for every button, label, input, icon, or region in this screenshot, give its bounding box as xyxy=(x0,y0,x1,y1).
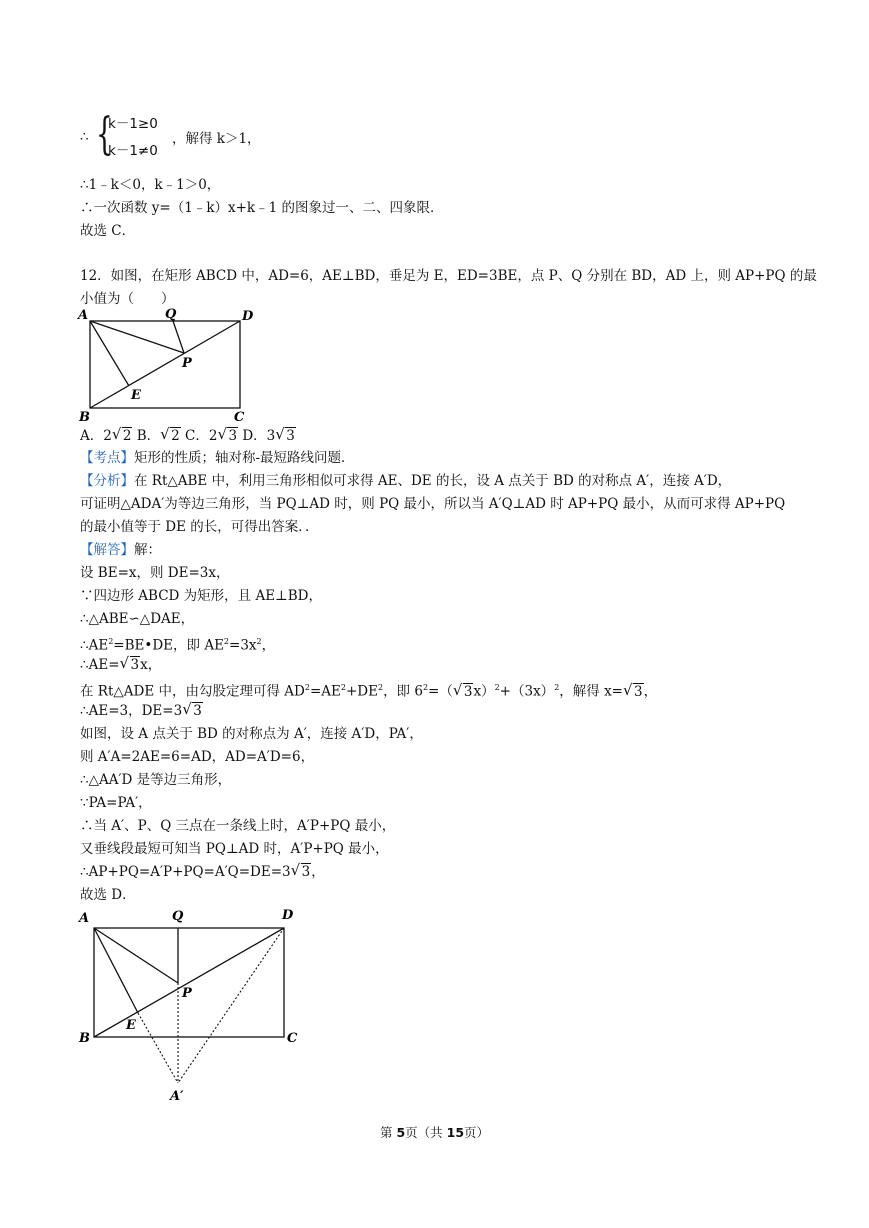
label-a: A xyxy=(79,911,90,926)
label-d: D xyxy=(242,309,254,324)
text-line: 的最小值等于 DE 的长，可得出答案．． xyxy=(80,519,319,535)
option-b: B．√ 2 xyxy=(137,428,181,444)
sqrt-symbol: √ 2 xyxy=(161,427,181,445)
text-line: ∴1﹣k＜0，k﹣1＞0， xyxy=(80,177,221,193)
text-line: 在 Rt△ADE 中，由勾股定理可得 $AD^2=AE^2+DE^2$，即 $6^2=(√$ $3x)^2+(3x)^2$，解得 x=√ 3， xyxy=(80,679,657,701)
option-a: A．2√ 2 xyxy=(80,428,132,444)
text-line: ∵PA=PA′， xyxy=(80,795,152,811)
text-line: 故选 D． xyxy=(80,887,136,903)
figure-1 xyxy=(76,308,256,426)
sqrt-symbol: √ 3 xyxy=(218,427,238,445)
option-c: C．2√ 3 xyxy=(185,428,238,444)
label-q: Q xyxy=(172,909,184,924)
label-p: P xyxy=(182,356,192,371)
problem-stem: 小值为（ ） xyxy=(80,291,175,307)
label-c: C xyxy=(287,1031,298,1046)
text-line: ∴AE=√ 3x， xyxy=(80,656,161,674)
label-d: D xyxy=(282,908,294,923)
text-line: 则 A′A=2AE=6=AD，AD=A′D=6， xyxy=(80,749,315,765)
text-line: ∴当 A′、P、Q 三点在一条线上时，A′P+PQ 最小， xyxy=(80,818,396,834)
text-line: ∵四边形 ABCD 为矩形，且 AE⊥BD， xyxy=(80,588,322,604)
sqrt-symbol: √ 3 xyxy=(121,656,141,674)
sqrt-symbol: √ 2 xyxy=(113,427,133,445)
label-c: C xyxy=(234,410,245,425)
label-a-prime: A′ xyxy=(170,1089,184,1104)
page-footer: 第 5页（共 15页） xyxy=(379,1125,490,1140)
figure-2 xyxy=(76,905,306,1105)
jieda-line: 【解答】解： xyxy=(80,542,161,558)
label-e: E xyxy=(126,1018,136,1033)
therefore-symbol: ∴ xyxy=(80,129,89,145)
system-line-2: k－1≠0 xyxy=(108,143,158,159)
text-line: 设 BE=x，则 DE=3x， xyxy=(80,565,230,581)
label-b: B xyxy=(79,1031,90,1046)
text-line: ∴△AA′D 是等边三角形， xyxy=(80,772,232,788)
sqrt-symbol: √ 3 xyxy=(624,683,644,701)
label-e: E xyxy=(131,388,141,403)
text-line: 又垂线段最短可知当 PQ⊥AD 时，A′P+PQ 最小， xyxy=(80,841,389,857)
system-brace: { xyxy=(96,109,113,160)
text-line: ∴△ABE∽△DAE， xyxy=(80,611,195,627)
sqrt-symbol: √ 3 xyxy=(276,427,296,445)
option-d: D．3√ 3 xyxy=(242,428,296,444)
system-solution: ，解得 k＞1， xyxy=(172,131,261,147)
text-line: 故选 C． xyxy=(80,223,136,239)
kaodian-line: 【考点】矩形的性质；轴对称-最短路线问题． xyxy=(80,450,355,466)
fenxi-tag: 【分析】 xyxy=(80,473,134,489)
sqrt-symbol: √ 3 xyxy=(454,683,474,701)
label-p: P xyxy=(182,986,192,1001)
text-line: 如图，设 A 点关于 BD 的对称点为 A′，连接 A′D，PA′， xyxy=(80,726,423,742)
page-number: 5 xyxy=(396,1125,406,1140)
label-a: A xyxy=(78,308,89,323)
system-line-1: k－1≥0 xyxy=(108,116,158,132)
label-b: B xyxy=(79,410,90,425)
answer-options xyxy=(80,427,296,445)
text-line: ∴AE=3，DE=3√ 3 xyxy=(80,702,203,720)
text-line: ∴一次函数 y=（1﹣k）x+k﹣1 的图象过一、二、四象限． xyxy=(80,200,444,216)
problem-stem: 12．如图，在矩形 ABCD 中，AD=6，AE⊥BD，垂足为 E，ED=3BE，点 P、Q 分别在 BD，AD 上，则 AP+PQ 的最 xyxy=(80,268,817,284)
sqrt-symbol: √ 3 xyxy=(183,702,203,720)
text-line: $\therefore AE^2=BE•DE$，即 $AE^2=3x^2$， xyxy=(80,637,276,654)
label-q: Q xyxy=(165,308,177,322)
text-line: ∴AP+PQ=A′P+PQ=A′Q=DE=3√ 3， xyxy=(80,863,325,881)
jieda-tag: 【解答】 xyxy=(80,542,134,558)
kaodian-tag: 【考点】 xyxy=(80,450,134,466)
text-line: 可证明△ADA′为等边三角形，当 PQ⊥AD 时，则 PQ 最小，所以当 A′Q⊥AD 时 AP+PQ 最小，从而可求得 AP+PQ xyxy=(80,496,786,512)
page-total: 15 xyxy=(446,1125,465,1140)
fenxi-line: 【分析】在 Rt△ABE 中，利用三角形相似可求得 AE、DE 的长，设 A 点关于 BD 的对称点 A′，连接 A′D， xyxy=(80,473,732,489)
sqrt-symbol: √ 3 xyxy=(292,863,312,881)
